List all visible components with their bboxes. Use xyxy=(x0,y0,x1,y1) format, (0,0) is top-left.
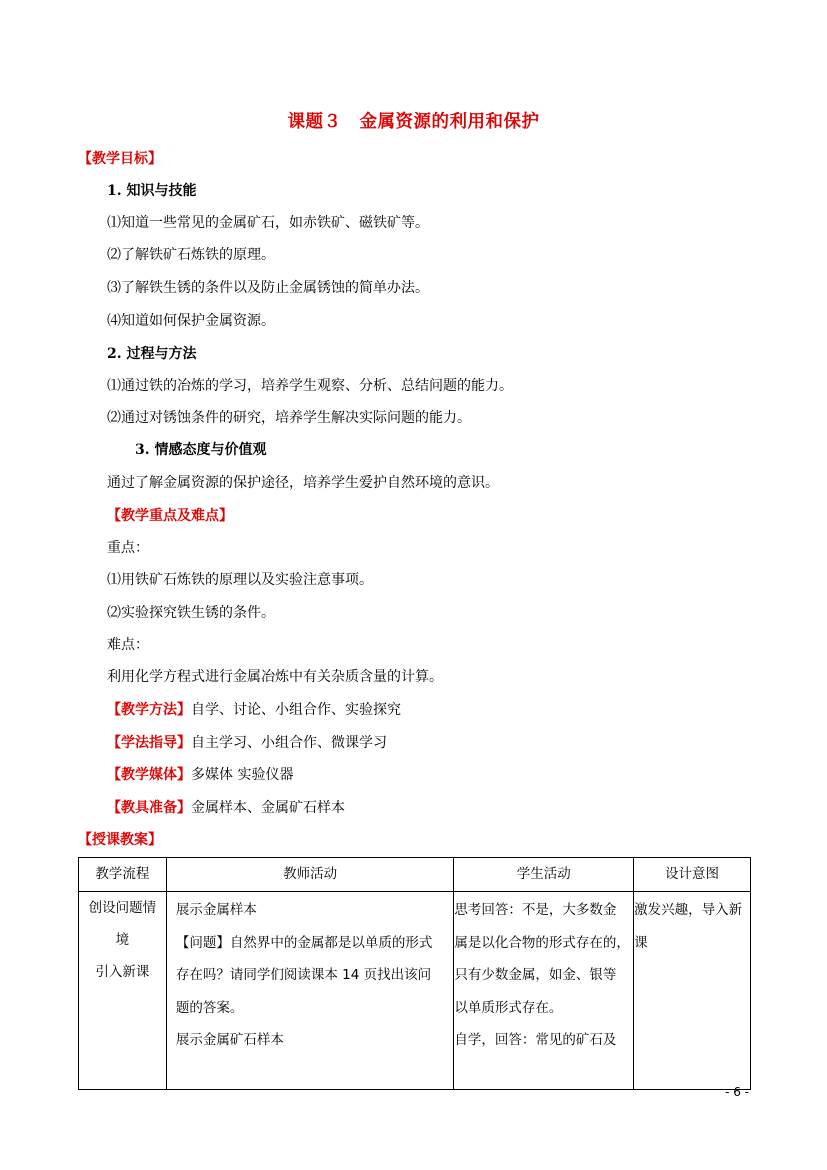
teaching-method-line xyxy=(107,700,401,720)
flow-line: 引入新课 xyxy=(95,964,150,980)
focus-item: ⑴用铁矿石炼铁的原理以及实验注意事项。 xyxy=(107,572,373,588)
intent-line: 激发兴趣，导入新 xyxy=(634,902,743,918)
student-activity-cell xyxy=(454,892,634,1090)
study-guide-line xyxy=(107,733,387,753)
column-header-intent: 设计意图 xyxy=(634,858,751,892)
difficulty-text: 利用化学方程式进行金属冶炼中有关杂质含量的计算。 xyxy=(107,669,443,685)
teacher-line: 【问题】自然界中的金属都是以单质的形式 xyxy=(175,934,433,951)
teacher-line: 展示金属样本 xyxy=(175,902,257,918)
flow-cell xyxy=(79,892,167,1090)
column-header-teacher: 教师活动 xyxy=(166,858,454,892)
media-value: 多媒体 实验仪器 xyxy=(191,767,294,783)
keypoints-header: 【教学重点及难点】 xyxy=(107,508,233,524)
section-process-heading: 2. 过程与方法 xyxy=(107,346,197,362)
objective-item: ⑴知道一些常见的金属矿石，如赤铁矿、磁铁矿等。 xyxy=(107,215,429,231)
teaching-method-label: 【教学方法】 xyxy=(107,702,191,718)
teacher-line: 存在吗？请同学们阅读课本 14 页找出该问 xyxy=(175,967,432,983)
lesson-plan-table xyxy=(78,857,751,1090)
objective-item: ⑷知道如何保护金属资源。 xyxy=(107,313,275,329)
study-guide-value: 自主学习、小组合作、微课学习 xyxy=(191,735,387,751)
teacher-line: 题的答案。 xyxy=(175,999,244,1016)
student-line: 只有少数金属，如金、银等 xyxy=(454,967,617,983)
page-number: - 6 - xyxy=(725,1085,749,1099)
media-label: 【教学媒体】 xyxy=(107,767,191,783)
teacher-line: 展示金属矿石样本 xyxy=(175,1032,284,1048)
teaching-method-value: 自学、讨论、小组合作、实验探究 xyxy=(191,702,401,718)
column-header-student: 学生活动 xyxy=(454,858,634,892)
objective-item: ⑴通过铁的冶炼的学习，培养学生观察、分析、总结问题的能力。 xyxy=(107,378,513,394)
tools-line xyxy=(107,798,345,818)
student-line: 属是以化合物的形式存在的， xyxy=(454,934,630,951)
tools-label: 【教具准备】 xyxy=(107,800,191,816)
intent-line: 课 xyxy=(634,934,648,951)
student-line: 思考回答：不是，大多数金 xyxy=(454,902,617,918)
section-knowledge-heading: 1. 知识与技能 xyxy=(107,183,197,199)
objective-item: ⑵了解铁矿石炼铁的原理。 xyxy=(107,247,275,263)
student-line: 以单质形式存在。 xyxy=(454,999,563,1016)
flow-line: 境 xyxy=(115,932,130,948)
objective-item: ⑵通过对锈蚀条件的研究，培养学生解决实际问题的能力。 xyxy=(107,410,471,426)
flow-line: 创设问题情 xyxy=(88,900,157,916)
section-attitude-heading: 3. 情感态度与价值观 xyxy=(135,442,267,458)
column-header-flow: 教学流程 xyxy=(79,858,167,892)
lesson-plan-header: 【授课教案】 xyxy=(78,832,162,848)
attitude-text: 通过了解金属资源的保护途径，培养学生爱护自然环境的意识。 xyxy=(107,475,499,491)
media-line xyxy=(107,765,293,785)
student-line: 自学，回答：常见的矿石及 xyxy=(454,1032,617,1048)
teacher-activity-cell xyxy=(166,892,454,1090)
difficulty-label: 难点： xyxy=(107,637,149,653)
table-row xyxy=(79,892,751,1090)
focus-label: 重点： xyxy=(107,540,149,556)
focus-item: ⑵实验探究铁生锈的条件。 xyxy=(107,605,275,621)
tools-value: 金属样本、金属矿石样本 xyxy=(191,800,345,816)
objectives-header: 【教学目标】 xyxy=(78,151,162,167)
study-guide-label: 【学法指导】 xyxy=(107,735,191,751)
table-header-row xyxy=(79,858,751,892)
page-title: 课题３ 金属资源的利用和保护 xyxy=(287,112,540,132)
objective-item: ⑶了解铁生锈的条件以及防止金属锈蚀的简单办法。 xyxy=(107,280,429,296)
design-intent-cell xyxy=(634,892,751,1090)
